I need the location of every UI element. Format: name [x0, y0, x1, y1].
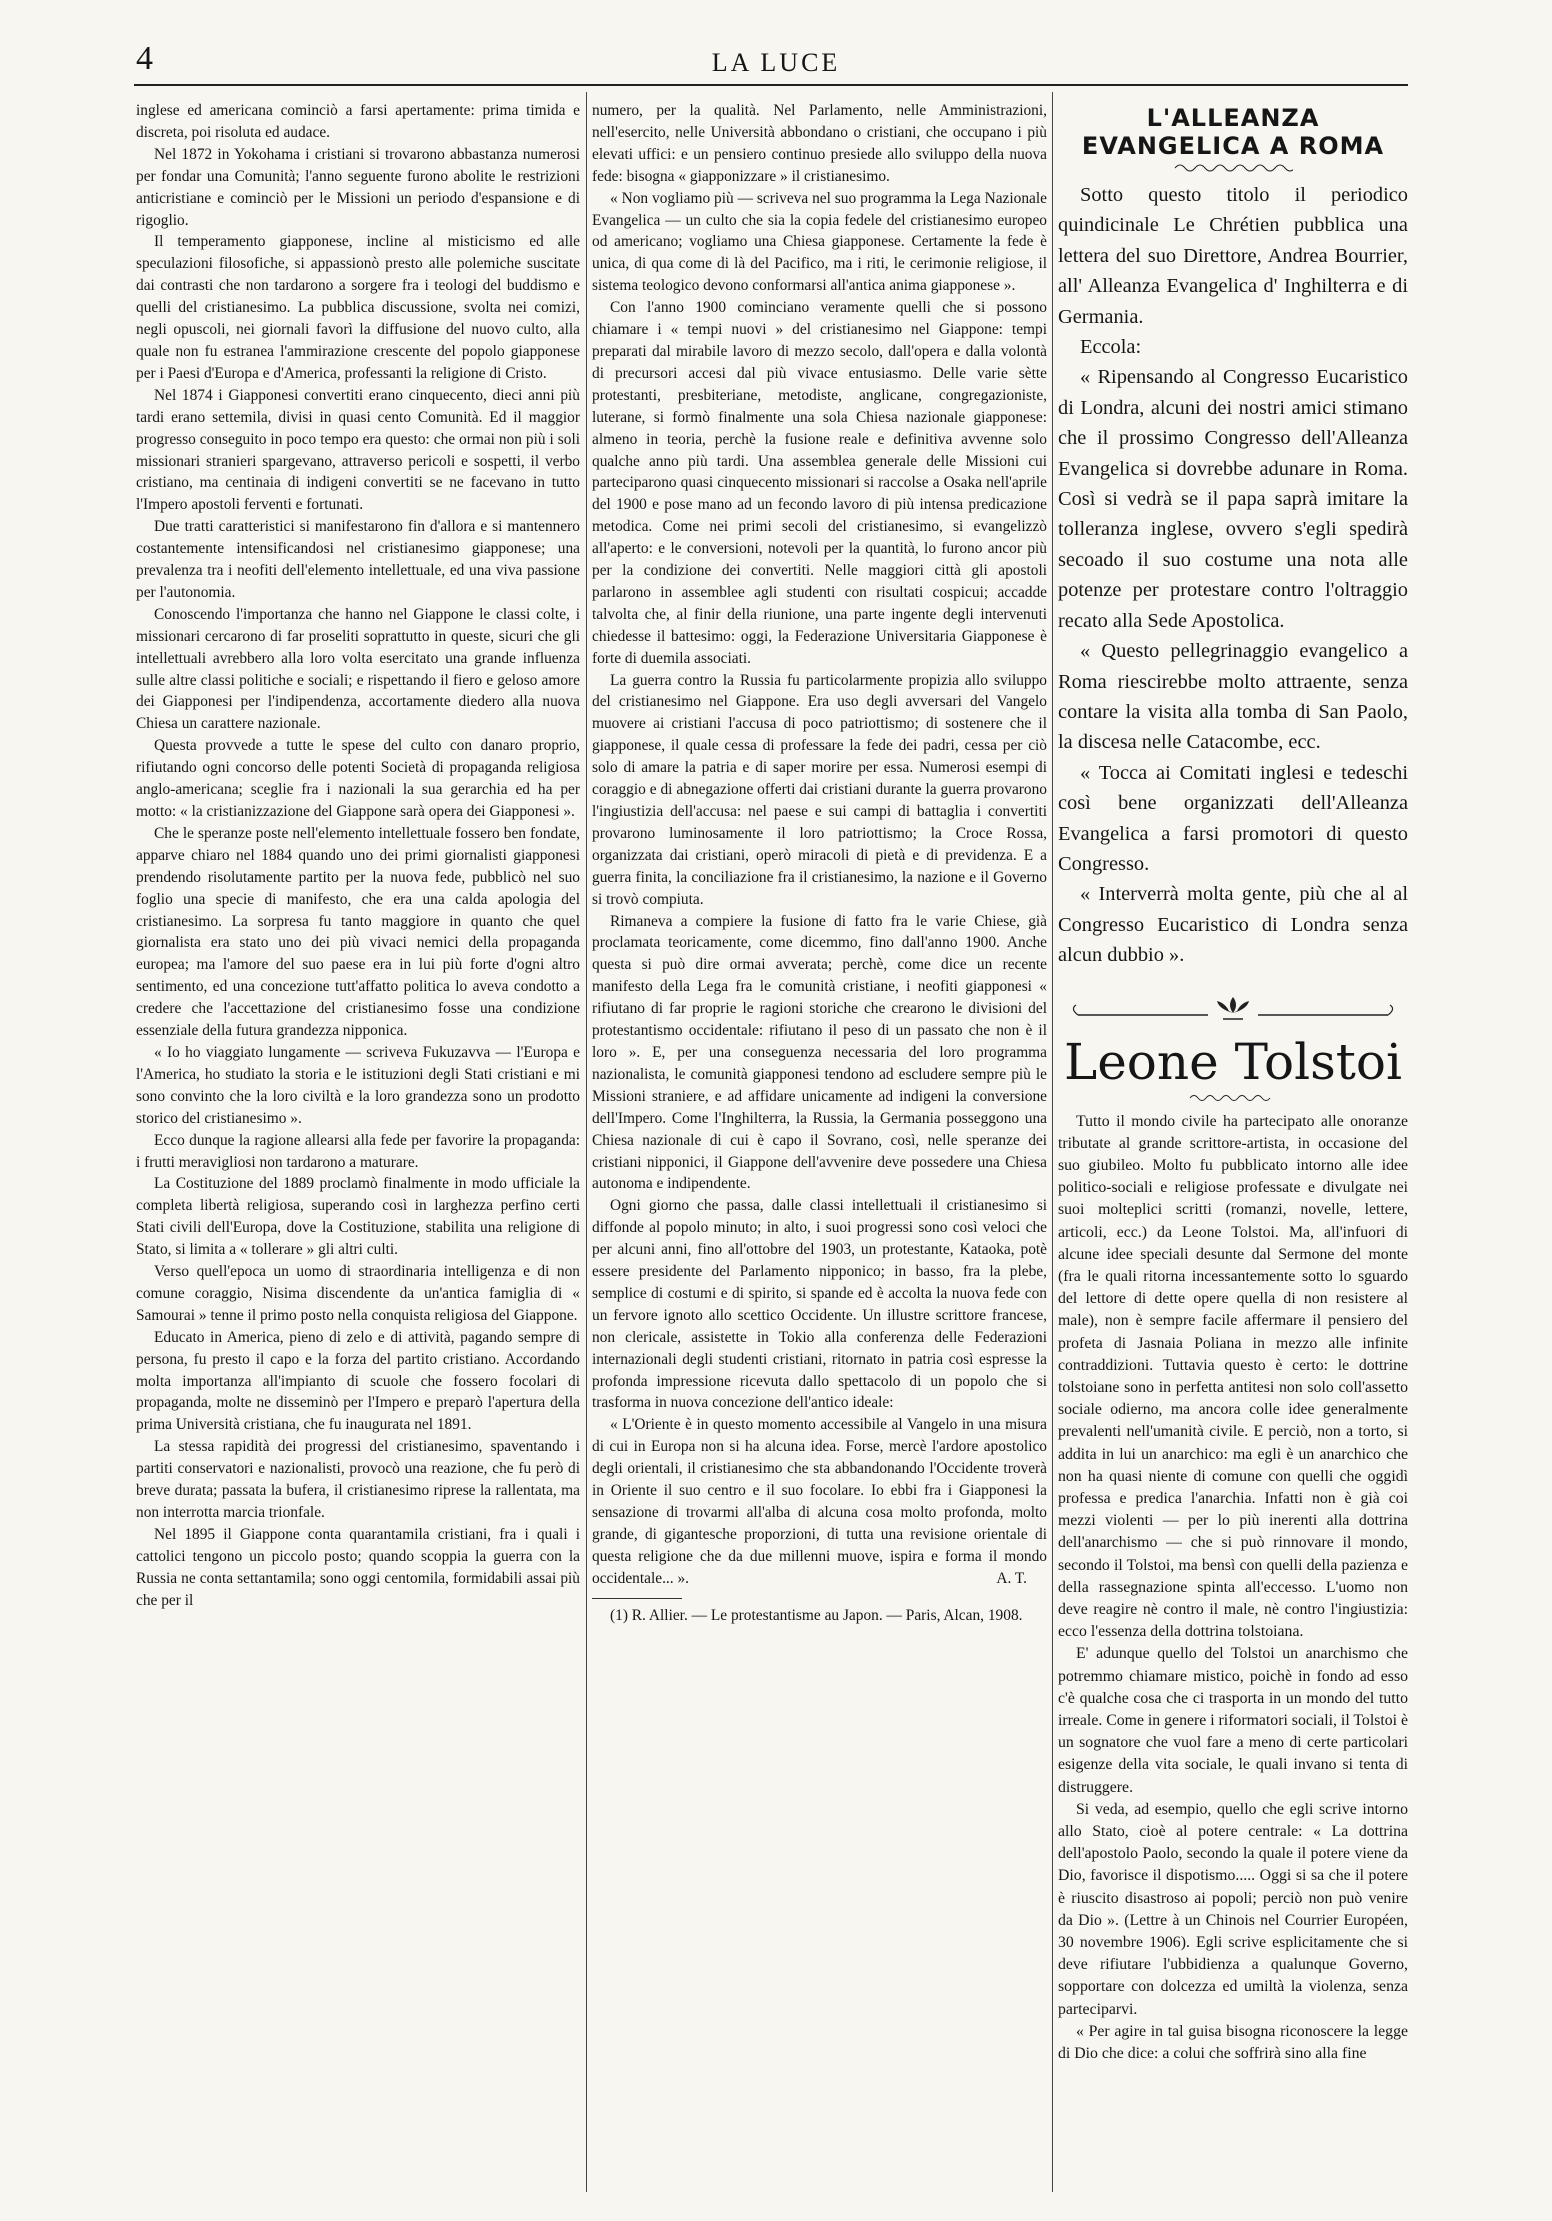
paragraph: Nel 1895 il Giappone conta quarantamila cristiani, fra i quali i cattolici tengono un piccolo posto; quando scoppia la guerra con la Russia ne conta settantamila; sono oggi centomila, formidabili assai più che per il	[136, 1525, 580, 1609]
column-divider	[586, 92, 587, 2192]
column-3	[1058, 100, 1408, 2210]
article-title: L'ALLEANZA EVANGELICA A ROMA	[1081, 104, 1385, 160]
paragraph: « Tocca ai Comitati inglesi e tedeschi così bene organizzati dell'Alleanza Evangelica a farsi promotori di questo Congresso.	[1058, 761, 1408, 875]
article-title: Leone Tolstoi	[1064, 1032, 1402, 1091]
column-2	[592, 100, 1047, 2210]
paragraph: E' adunque quello del Tolstoi un anarchismo che potremmo chiamare mistico, poichè in fondo ad esso c'è qualche cosa che ci trasporta in un mondo del tutto irreale. Come in genere i riformatori sociali, il Tolstoi è un sognatore che vuol fare a meno di certe particolari esigenze della vita sociale, le quali invano si tenta di distruggere.	[1058, 1645, 1408, 1796]
paragraph: « Ripensando al Congresso Eucaristico di Londra, alcuni dei nostri amici stimano che il prossimo Congresso dell'Alleanza Evangelica si dovrebbe adunare in Roma. Così si vedrà se il papa saprà imitare la tolleranza inglese, ovvero s'egli spedirà secoado il suo costume una nota alle potenze per protestare contro l'oltraggio recato alla Sede Apostolica.	[1058, 366, 1408, 632]
paragraph: Con l'anno 1900 cominciano veramente quelli che si possono chiamare i « tempi nuovi » del cristianesimo nel Giappone: tempi preparati dal mirabile lavoro di mezzo secolo, dall'opera e dalla volontà di precursori accesi dal più vivace entusiasmo. Delle varie sètte protestanti, presbiteriane, metodiste, anglicane, congregazioniste, luterane, si formò finalmente una sola Chiesa nazionale giapponese: almeno in teoria, perchè la fusione reale e definitiva avvenne solo qualche anno più tardi. Una assemblea generale delle Missioni cui parteciparono quasi cinquecento missionari si raccolse a Osaka nell'aprile del 1900 e pose mano ad un fecondo lavoro di più intensa predicazione metodica. Come nei primi secoli del cristianesimo, si evangelizzò all'aperto: e le conversioni, notevoli per la quantità, lo furono ancor più per la condizione dei convertiti. Nelle maggiori città gli apostoli parlarono in assemblee agli studenti con risultati cospicui; accadde talvolta che, al finir della riunione, una parte ingente degli intervenuti chiedesse il battesimo: oggi, la Federazione Universitaria Giapponese è forte di duemila associati.	[592, 299, 1047, 667]
paragraph: Il temperamento giapponese, incline al misticismo ed alle speculazioni filosofiche, si appassionò presto alle polemiche suscitate dai contrasti che non tardarono a sorgere fra i teologi del buddismo e quelli del cristianesimo. La pubblica discussione, svolta nei comizi, negli opuscoli, nei giornali favorì la diffusione del nuovo culto, alla quale non fu estranea l'ammirazione crescente del popolo giapponese per i Paesi d'Europa e d'America, professanti la religione di Cristo.	[136, 233, 580, 382]
paragraph: Nel 1872 in Yokohama i cristiani si trovarono abbastanza numerosi per fondar una Comunità; l'anno seguente furono abolite le restrizioni anticristiane e cominciò per le Missioni un periodo d'espansione e di rigoglio.	[136, 145, 580, 229]
paragraph: « Non vogliamo più — scriveva nel suo programma la Lega Nazionale Evangelica — un culto che sia la copia fedele del cristianesimo europeo od americano; vogliamo una Chiesa giapponese. Certamente la fede è unica, di qua come di là del Pacifico, ma i riti, le cerimonie religiose, il sistema teologico devono conformarsi all'antica anima giapponese ».	[592, 189, 1047, 295]
paragraph: Verso quell'epoca un uomo di straordinaria intelligenza e di non comune coraggio, Nisima discendente da un'antica famiglia di « Samourai » tenne il primo posto nella conquista religiosa del Giappone.	[136, 1263, 580, 1324]
paragraph: Ecco dunque la ragione allearsi alla fede per favorire la propaganda: i frutti meravigliosi non tardarono a maturare.	[136, 1131, 580, 1171]
paragraph: Eccola:	[1080, 336, 1142, 359]
paragraph: inglese ed americana cominciò a farsi apertamente: prima timida e discreta, poi risoluta ed audace.	[136, 102, 580, 141]
paragraph: « Questo pellegrinaggio evangelico a Roma riescirebbe molto attraente, senza contare la visita alla tomba di San Paolo, la discesa nelle Catacombe, ecc.	[1058, 640, 1408, 754]
paragraph: Ogni giorno che passa, dalle classi intellettuali il cristianesimo si diffonde al popolo minuto; in alto, i suoi progressi sono così veloci che per alcuni anni, fino all'ottobre del 1903, un protestante, Kataoka, potè essere presidente del Parlamento nipponico; in basso, fra la plebe, semplice di costumi e di spirito, si spande ed è accolta la nuova fede con un fervore ignoto allo scettico Occidente. Un illustre scrittore francese, non clericale, assistette in Tokio alla conferenza delle Federazioni internazionali degli studenti cristiani, ritornato in patria così espresse la profonda impressione ricevuta dallo spettacolo di un popolo che si trasforma in nuova concezione dell'antico ideale:	[592, 1197, 1047, 1412]
paragraph: La stessa rapidità dei progressi del cristianesimo, spaventando i partiti conservatori e nazionalisti, provocò una reazione, che fu però di breve durata; passata la bufera, il cristianesimo riprese la rallentata, ma non interrotta marcia trionfale.	[136, 1438, 580, 1521]
paragraph: La guerra contro la Russia fu particolarmente propizia allo sviluppo del cristianesimo nel Giappone. Era uso degli avversari del Vangelo muovere ai cristiani l'accusa di poco patriottismo; di sostenere che il giapponese, il quale cessa di professare la fede dei padri, cessa per ciò solo di amare la patria e di saper morire per essa. Numerosi esempi di coraggio e di abnegazione offerti dai cristiani durante la guerra provarono l'ingiustizia dell'accusa: nel paese e sui campi di battaglia i convertiti provarono luminosamente il loro patriottismo; la Croce Rossa, organizzata dai cristiani, operò miracoli di pietà e di previdenza. E a guerra finita, la conciliazione fra il cristianesimo, la nazione e il Governo si trovò compiuta.	[592, 671, 1047, 908]
paragraph: Educato in America, pieno di zelo e di attività, pagando sempre di persona, fu presto il capo e la forza del partito cristiano. Accordando molta importanza all'impianto di scuole che fossero focolari di propaganda, molte ne disseminò per l'Impero e preparò l'apertura della prima Università cristiana, che fu inaugurata nel 1891.	[136, 1328, 580, 1434]
article-signature: A. T.	[996, 1569, 1027, 1587]
column-divider	[1052, 92, 1053, 2192]
paragraph: La Costituzione del 1889 proclamò finalmente in modo ufficiale la completa libertà religiosa, superando così in larghezza perfino certi Stati civili dell'Europa, dove la Costituzione, stabilita una religione di Stato, si limita a « tollerare » gli altri culti.	[136, 1175, 580, 1259]
header-rule	[134, 84, 1408, 86]
paragraph: Rimaneva a compiere la fusione di fatto fra le varie Chiese, già proclamata teoricamente, come dicemmo, fino dall'anno 1900. Anche questa si può dire ormai avverata; perchè, come dice un recente manifesto della Lega fra le comunità cristiane, i neofiti giapponesi « rifiutano di far proprie le ragioni storiche che crearono le divisioni del protestantismo occidentale: rifiutano il peso di un passato che non è il loro ». E, per una conseguenza necessaria del loro programma nazionalista, le comunità giapponesi tendono ad escludere sempre più le Missioni straniere, e ad affidare unicamente ad indigeni la conversione dell'Impero. Come l'Inghilterra, la Russia, la Germania posseggono una Chiesa nazionale di cui è capo il Sovrano, così, nelle speranze dei cristiani nipponici, il Giappone dell'avvenire deve possedere una Chiesa autonoma e indipendente.	[592, 912, 1047, 1193]
paragraph: Questa provvede a tutte le spese del culto con danaro proprio, rifiutando ogni concorso delle potenti Società di propaganda religiosa anglo-americana; sceglie fra i nazionali la sua gerarchia ed ha per motto: « la cristianizzazione del Giappone sarà opera dei Giapponesi ».	[136, 737, 580, 820]
paragraph: Due tratti caratteristici si manifestarono fin d'allora e si mantennero costantemente intensificandosi nel cristianesimo giapponese; una prevalenza tra i neofiti dell'elemento intellettuale, ed una viva passione per l'autonomia.	[136, 518, 580, 601]
page-header	[0, 0, 1552, 90]
paragraph: Si veda, ad esempio, quello che egli scrive intorno allo Stato, cioè al potere centrale: « La dottrina dell'apostolo Paolo, secondo la quale il potere viene da Dio, favorisce il dispotismo..... Oggi si sa che il potere è riuscito disastroso ai popoli; perciò non può venire da Dio ». (Lettre à un Chinois nel Courrier Européen, 30 novembre 1906). Egli scrive esplicitamente che si deve rifiutare l'ubbidienza a qualunque Governo, sopportare con dolcezza ed umiltà la violenza, senza parteciparvi.	[1058, 1800, 1408, 2018]
column-1	[136, 100, 580, 2210]
paragraph: Tutto il mondo civile ha partecipato alle onoranze tributate al grande scrittore-artista, in occasione del suo giubileo. Molto fu pubblicato intorno alle idee politico-sociali e religiose professate e divulgate nei suoi molteplici scritti (romanzi, novelle, lettere, articoli, ecc.) da Leone Tolstoi. Ma, all'infuori di alcune idee speciali desunte dal Sermone del monte (fra le quali ritorna incessantemente sotto lo sguardo del lettore di dette opere quella di non resistere al male), non è sempre facile affermare il pensiero del profeta di Jasnaia Poliana in mezzo alle infinite contraddizioni. Tuttavia questo è certo: le dottrine tolstoiane sono in perfetta antitesi non solo coll'assetto sociale odierno, ma ancora colle idee generalmente prevalenti nell'umanità civile. E perciò, non a torto, si addita in lui un anarchico: ma egli è un anarchico che non ha quasi niente di comune con quelli che oggidì professa e predica l'anarchia. Infatti non è già coi mezzi violenti — per lo più inerenti alla dottrina dell'anarchismo — che si può rinnovare il mondo, secondo il Tolstoi, ma bensì con quelli della pazienza e della rassegnazione spinta all'eccesso. L'uomo non deve reagire nè contro il male, nè contro l'ingiustizia: ecco l'essenza della dottrina tolstoiana.	[1058, 1112, 1408, 1641]
footnote: (1) R. Allier. — Le protestantisme au Japon. — Paris, Alcan, 1908.	[610, 1606, 1023, 1624]
page-number: 4	[136, 40, 153, 77]
footnote-rule	[592, 1598, 682, 1599]
paragraph: « Io ho viaggiato lungamente — scriveva Fukuzavva — l'Europa e l'America, ho studiato la storia e le istituzioni degli Stati cristiani e mi sono convinto che la loro civiltà e la loro grandezza sono un prodotto storico del cristianesimo ».	[136, 1043, 580, 1127]
title-underline-ornament	[1058, 160, 1408, 180]
paragraph: « L'Oriente è in questo momento accessibile al Vangelo in una misura di cui in Europa non si ha alcuna idea. Forse, mercè l'ardore apostolico degli orientali, il cristianesimo che sta abbandonando l'Occidente troverà in Oriente il suo centro e il suo focolare. Io ebbi fra i Giapponesi la sensazione di trovarmi all'alba di alcuna cosa molto profonda, molto grande, di gigantesche proporzioni, di tutta una revisione orientale di questa religione che da due millenni muove, ispira e forma il mondo occidentale... ».	[592, 1416, 1047, 1587]
title-underline-ornament	[1058, 1091, 1408, 1111]
paragraph: Sotto questo titolo il periodico quindicinale Le Chrétien pubblica una lettera del suo Direttore, Andrea Bourrier, all' Alleanza Evangelica d' Inghilterra e di Germania.	[1058, 184, 1408, 328]
paragraph: Che le speranze poste nell'elemento intellettuale fossero ben fondate, apparve chiaro nel 1884 quando uno dei primi giornalisti giapponesi prendendo risolutamente partito per la nuova fede, pubblicò nel suo foglio una specie di manifesto, che era una calda apologia del cristianesimo. La sorpresa fu tanto maggiore in quanto che quel giornalista era stato uno dei più vivaci nemici della propaganda europea; ma l'amore del suo paese era in lui più forte d'ogni altro sentimento, ed una concezione tutt'affatto politica lo aveva condotto a credere che l'accettazione del cristianesimo fosse una condizione essenziale della futura grandezza nipponica.	[136, 824, 580, 1040]
journal-title: LA LUCE	[711, 48, 841, 77]
fleuron-divider	[1058, 991, 1408, 1027]
paragraph: « Interverrà molta gente, più che al al Congresso Eucaristico di Londra senza alcun dubbio ».	[1058, 883, 1408, 967]
paragraph: « Per agire in tal guisa bisogna riconoscere la legge di Dio che dice: a colui che soffrirà sino alla fine	[1058, 2022, 1408, 2063]
paragraph: Nel 1874 i Giapponesi convertiti erano cinquecento, dieci anni più tardi erano settemila, divisi in quasi cento Comunità. Ed il maggior progresso conseguito in poco tempo era questo: che ormai non più i soli missionari stranieri spargevano, attraverso pericoli e sospetti, il verbo cristiano, ma centinaia di indigeni convertiti se ne facevano in tutto l'Impero apostoli ferventi e fortunati.	[136, 386, 580, 514]
paragraph: numero, per la qualità. Nel Parlamento, nelle Amministrazioni, nell'esercito, nelle Università abbondano o cristiani, che occupano i più elevati uffici: e un pensiero continuo presiede allo sviluppo della nuova fede: bisogna « giapponizzare » il cristianesimo.	[592, 102, 1047, 185]
paragraph: Conoscendo l'importanza che hanno nel Giappone le classi colte, i missionari cercarono di far proseliti soprattutto in queste, sicuri che gli intellettuali avrebbero alla loro volta esercitato una grande influenza sulle altre classi politiche e sociali; e rispettando il fiero e geloso amore dei Giapponesi per l'indipendenza, accortamente diedero alla nuova Chiesa un carattere nazionale.	[136, 605, 580, 733]
